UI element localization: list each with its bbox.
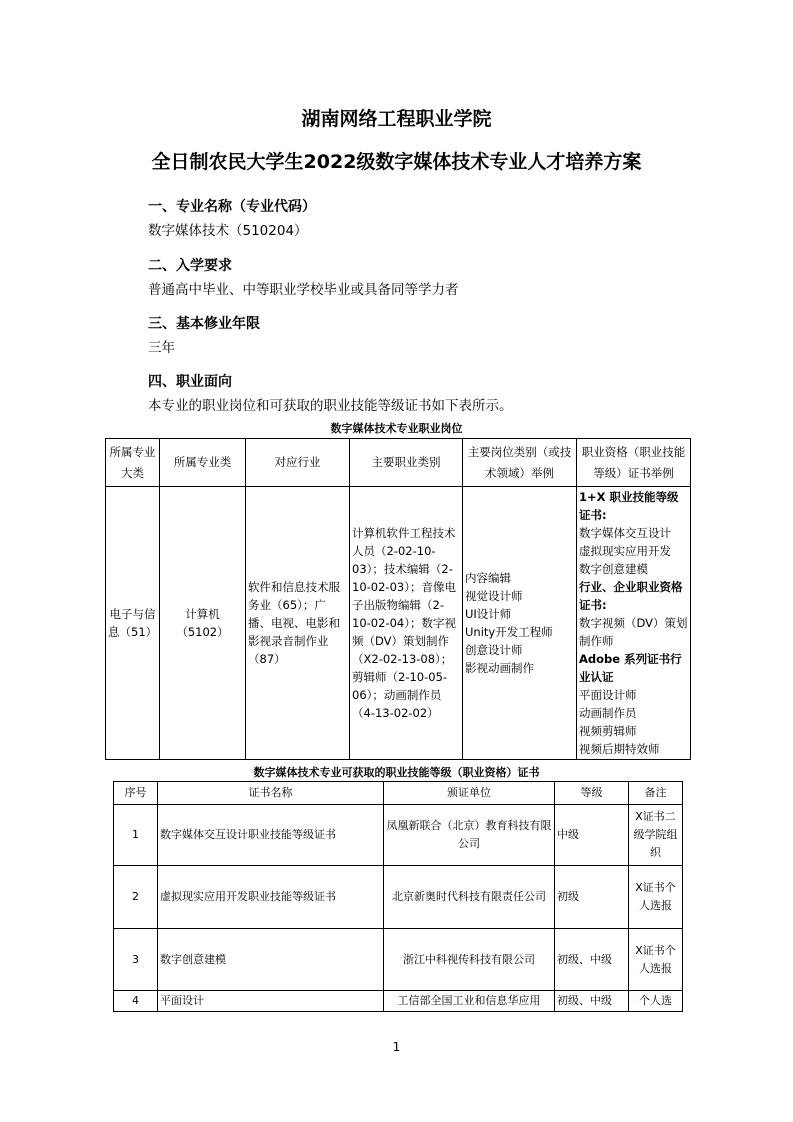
cert-issuer: 工信部全国工业和信息华应用 <box>384 991 555 1012</box>
jobs-table-caption: 数字媒体技术专业职业岗位 <box>330 422 463 435</box>
certs-table <box>113 781 683 1012</box>
jobs-header-row <box>106 439 691 487</box>
cert-1x-item: 虚拟现实应用开发 <box>579 544 671 558</box>
table-row <box>114 866 683 929</box>
cert-1x-item: 数字媒体交互设计 <box>579 526 671 540</box>
jobs-row <box>106 487 691 760</box>
header-level: 等级 <box>555 782 629 805</box>
cert-issuer: 浙江中科视传科技有限公司 <box>384 929 555 991</box>
cert-level: 初级、中级 <box>555 991 629 1012</box>
section-2-heading: 二、入学要求 <box>148 258 232 274</box>
cert-level: 初级、中级 <box>555 929 629 991</box>
header-no: 序号 <box>114 782 158 805</box>
occupation-cell: 计算机软件工程技术人员（2-02-10-03）；技术编辑（2-10-02-03）；音像电子出版物编辑（2-10-02-04）；数字视频（DV）策划制作（X2-02-13-08）；剪辑师（2-10-05-06）；动画制作员（4-13-02-02） <box>350 487 463 760</box>
header-certs: 职业资格（职业技能等级）证书举例 <box>577 439 691 487</box>
certs-header-row <box>114 782 683 805</box>
header-note: 备注 <box>629 782 683 805</box>
table-row <box>114 805 683 866</box>
header-positions: 主要岗位类别（或技术领域）举例 <box>463 439 577 487</box>
header-major-class: 所属专业类 <box>160 439 246 487</box>
cert-issuer: 北京新奥时代科技有限责任公司 <box>384 866 555 929</box>
cert-level: 初级 <box>555 866 629 929</box>
section-4-heading: 四、职业面向 <box>148 374 232 390</box>
cert-note: 个人选 <box>629 991 683 1012</box>
cert-no: 2 <box>114 866 158 929</box>
header-industry: 对应行业 <box>246 439 350 487</box>
cert-level: 中级 <box>555 805 629 866</box>
jobs-table <box>105 438 691 760</box>
cert-note: X证书个人选报 <box>629 866 683 929</box>
position-item: Unity开发工程师 <box>465 625 553 639</box>
cert-no: 3 <box>114 929 158 991</box>
certs-table-caption: 数字媒体技术专业可获取的职业技能等级（职业资格）证书 <box>253 766 540 779</box>
header-occupation: 主要职业类别 <box>350 439 463 487</box>
position-item: 视觉设计师 <box>465 589 523 603</box>
section-2-text: 普通高中毕业、中等职业学校毕业或具备同等学力者 <box>148 282 459 298</box>
position-item: UI设计师 <box>465 607 512 621</box>
cert-name: 平面设计 <box>158 991 384 1012</box>
cert-no: 4 <box>114 991 158 1012</box>
cert-adobe-item: 平面设计师 <box>579 688 637 702</box>
section-3-text: 三年 <box>148 340 175 356</box>
major-category-cell: 电子与信息（51） <box>106 487 160 760</box>
page-number: 1 <box>392 1040 401 1054</box>
school-title: 湖南网络工程职业学院 <box>301 108 492 130</box>
cert-issuer: 凤凰新联合（北京）教育科技有限公司 <box>384 805 555 866</box>
certs-example-cell <box>577 487 691 760</box>
section-3-heading: 三、基本修业年限 <box>148 316 260 332</box>
cert-name: 数字创意建模 <box>158 929 384 991</box>
cert-adobe-title: Adobe 系列证书行业认证 <box>579 652 682 684</box>
cert-adobe-item: 动画制作员 <box>579 706 637 720</box>
major-class-cell: 计算机（5102） <box>160 487 246 760</box>
position-item: 影视动画制作 <box>465 661 534 675</box>
header-issuer: 颁证单位 <box>384 782 555 805</box>
cert-name: 数字媒体交互设计职业技能等级证书 <box>158 805 384 866</box>
cert-industry-title: 行业、企业职业资格证书: <box>579 580 683 612</box>
section-1-text: 数字媒体技术（510204） <box>148 223 308 239</box>
cert-1x-title: 1+X 职业技能等级证书: <box>579 490 679 522</box>
cert-name: 虚拟现实应用开发职业技能等级证书 <box>158 866 384 929</box>
plan-title: 全日制农民大学生2022级数字媒体技术专业人才培养方案 <box>151 151 642 173</box>
cert-no: 1 <box>114 805 158 866</box>
position-item: 创意设计师 <box>465 643 523 657</box>
header-name: 证书名称 <box>158 782 384 805</box>
header-major-category: 所属专业大类 <box>106 439 160 487</box>
cert-adobe-item: 视频后期特效师 <box>579 742 660 756</box>
section-4-text: 本专业的职业岗位和可获取的职业技能等级证书如下表所示。 <box>148 398 513 414</box>
table-row <box>114 991 683 1012</box>
cert-adobe-item: 视频剪辑师 <box>579 724 637 738</box>
position-item: 内容编辑 <box>465 571 511 585</box>
table-row <box>114 929 683 991</box>
section-1-heading: 一、专业名称（专业代码） <box>148 199 316 215</box>
positions-cell <box>463 487 577 760</box>
cert-note: X证书个人选报 <box>629 929 683 991</box>
industry-cell: 软件和信息技术服务业（65）；广播、电视、电影和影视录音制作业（87） <box>246 487 350 760</box>
cert-industry-item: 数字视频（DV）策划制作师 <box>579 616 688 648</box>
cert-1x-item: 数字创意建模 <box>579 562 648 576</box>
cert-note: X证书二级学院组织 <box>629 805 683 866</box>
